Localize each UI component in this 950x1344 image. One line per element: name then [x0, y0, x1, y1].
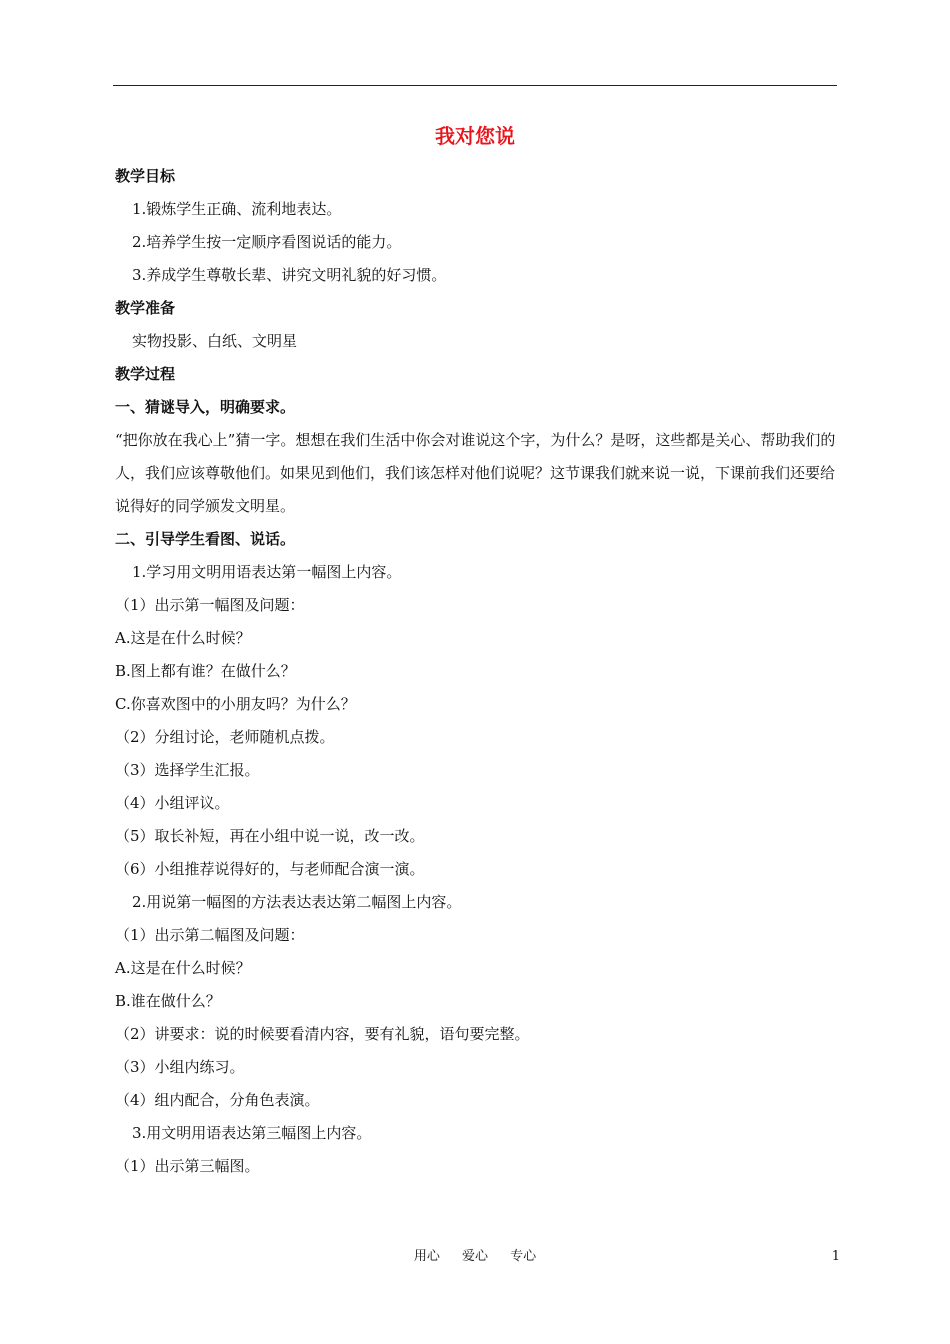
sub-item: （4）组内配合，分角色表演。	[115, 1091, 320, 1109]
document-title: 我对您说	[435, 124, 515, 148]
page-footer	[0, 1246, 950, 1268]
sub-item: （1）出示第三幅图。	[115, 1157, 260, 1175]
question-item: A.这是在什么时候？	[115, 959, 251, 977]
step-heading: 二、引导学生看图、说话。	[115, 530, 296, 548]
sub-item: （3）选择学生汇报。	[115, 761, 260, 779]
question-item: B.谁在做什么？	[115, 992, 221, 1010]
sub-step: 3.用文明用语表达第三幅图上内容。	[132, 1124, 372, 1142]
goal-item: 2.培养学生按一定顺序看图说话的能力。	[132, 233, 402, 251]
intro-paragraph: “把你放在我心上”猜一字。想想在我们生活中你会对谁说这个字，为什么？是呀，这些都是关心、帮助我们的人，我们应该尊敬他们。如果见到他们，我们该怎样对他们说呢？这节课我们就来说一说，下课前我们还要给说得好的同学颁发文明星。	[115, 431, 836, 515]
question-item: B.图上都有谁？在做什么？	[115, 662, 296, 680]
sub-step: 1.学习用文明用语表达第一幅图上内容。	[132, 563, 402, 581]
goal-item: 3.养成学生尊敬长辈、讲究文明礼貌的好习惯。	[132, 266, 447, 284]
sub-item: （6）小组推荐说得好的，与老师配合演一演。	[115, 860, 425, 878]
sub-item: （5）取长补短，再在小组中说一说，改一改。	[115, 827, 425, 845]
footer-motto: 用心	[413, 1249, 440, 1264]
goals-heading: 教学目标	[115, 167, 176, 185]
footer-motto: 爱心	[461, 1249, 488, 1264]
sub-item: （1）出示第二幅图及问题：	[115, 926, 305, 944]
question-item: A.这是在什么时候？	[115, 629, 251, 647]
prep-heading: 教学准备	[115, 299, 176, 317]
sub-item: （4）小组评议。	[115, 794, 230, 812]
footer-motto: 专心	[510, 1249, 537, 1264]
sub-step: 2.用说第一幅图的方法表达表达第二幅图上内容。	[132, 893, 462, 911]
process-heading: 教学过程	[115, 365, 176, 383]
step-heading: 一、猜谜导入，明确要求。	[115, 398, 296, 416]
goal-item: 1.锻炼学生正确、流利地表达。	[132, 200, 342, 218]
document-body	[115, 160, 845, 1183]
prep-items: 实物投影、白纸、文明星	[132, 332, 298, 350]
sub-item: （2）分组讨论，老师随机点拨。	[115, 728, 335, 746]
sub-item: （2）讲要求：说的时候要看清内容，要有礼貌，语句要完整。	[115, 1025, 530, 1043]
page-number: 1	[831, 1249, 840, 1264]
sub-item: （1）出示第一幅图及问题：	[115, 596, 305, 614]
question-item: C.你喜欢图中的小朋友吗？为什么？	[115, 695, 356, 713]
sub-item: （3）小组内练习。	[115, 1058, 245, 1076]
header-rule	[113, 85, 837, 86]
